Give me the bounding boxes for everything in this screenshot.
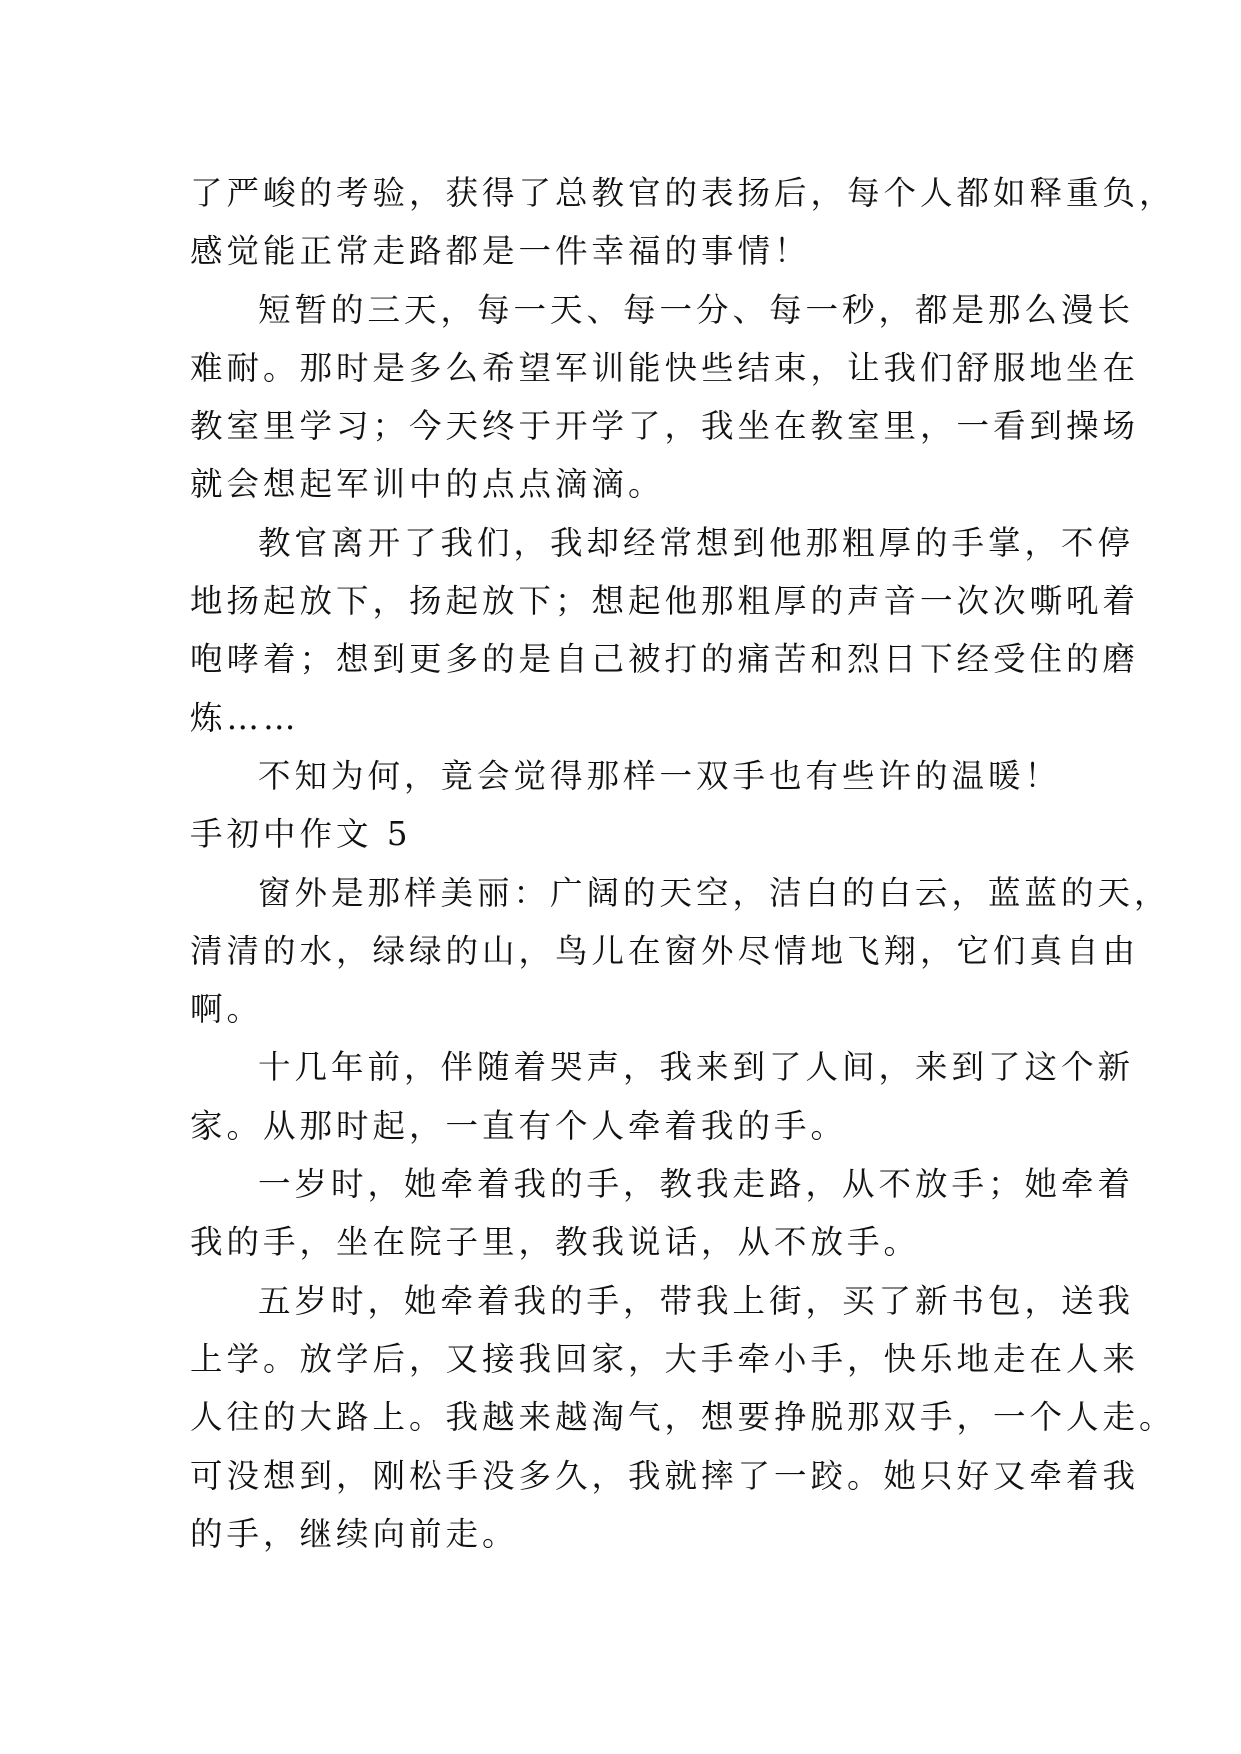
- text-line: 炼……: [190, 698, 300, 737]
- text-line: 教室里学习；今天终于开学了，我坐在教室里，一看到操场: [190, 407, 1140, 446]
- section-heading: 手初中作文 5: [190, 815, 412, 854]
- paragraph-start: 一岁时，她牵着我的手，教我走路，从不放手；她牵着: [258, 1165, 1135, 1204]
- text-line: 我的手，坐在院子里，教我说话，从不放手。: [190, 1223, 921, 1262]
- paragraph-start: 教官离开了我们，我却经常想到他那粗厚的手掌，不停: [258, 523, 1135, 562]
- text-line: 可没想到，刚松手没多久，我就摔了一跤。她只好又牵着我: [190, 1456, 1140, 1495]
- text-line: 家。从那时起，一直有个人牵着我的手。: [190, 1106, 848, 1145]
- text-line: 的手，继续向前走。: [190, 1514, 519, 1553]
- text-line: 地扬起放下，扬起放下；想起他那粗厚的声音一次次嘶吼着: [190, 582, 1140, 621]
- paragraph-start: 五岁时，她牵着我的手，带我上街，买了新书包，送我: [258, 1281, 1135, 1320]
- text-line: 啊。: [190, 990, 264, 1029]
- paragraph-start: 短暂的三天，每一天、每一分、每一秒，都是那么漫长: [258, 290, 1135, 329]
- text-line: 了严峻的考验，获得了总教官的表扬后，每个人都如释重负，: [190, 174, 1176, 212]
- paragraph-start: 不知为何，竟会觉得那样一双手也有些许的温暖！: [258, 756, 1062, 795]
- text-line: 感觉能正常走路都是一件幸福的事情！: [190, 232, 811, 271]
- text-line: 清清的水，绿绿的山，鸟儿在窗外尽情地飞翔，它们真自由: [190, 931, 1140, 970]
- paragraph-start: 窗外是那样美丽：广阔的天空，洁白的白云，蓝蓝的天，: [258, 873, 1171, 912]
- text-line: 就会想起军训中的点点滴滴。: [190, 465, 665, 504]
- text-line: 人往的大路上。我越来越淘气，想要挣脱那双手，一个人走。: [190, 1398, 1176, 1437]
- text-line: 难耐。那时是多么希望军训能快些结束，让我们舒服地坐在: [190, 348, 1140, 387]
- paragraph-start: 十几年前，伴随着哭声，我来到了人间，来到了这个新: [258, 1048, 1135, 1087]
- document-body: [190, 164, 1176, 1563]
- text-line: 咆哮着；想到更多的是自己被打的痛苦和烈日下经受住的磨: [190, 640, 1140, 679]
- text-line: 上学。放学后，又接我回家，大手牵小手，快乐地走在人来: [190, 1339, 1140, 1378]
